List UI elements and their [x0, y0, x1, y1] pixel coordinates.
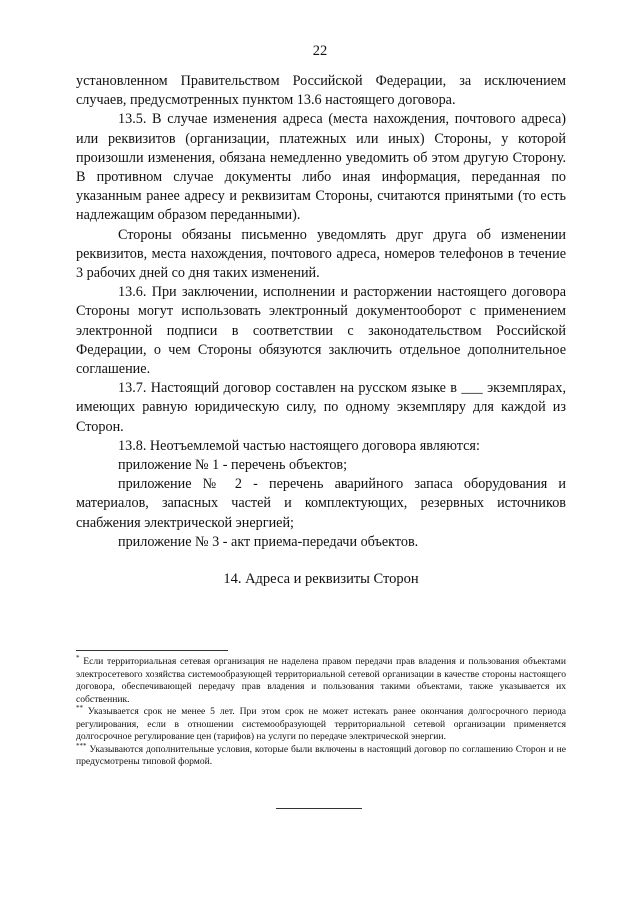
footnote	[76, 741, 566, 769]
footnote-separator	[76, 650, 228, 651]
footnote-mark: **	[76, 704, 83, 712]
page-number: 22	[312, 43, 328, 59]
paragraph-13-7: 13.7. Настоящий договор составлен на русском языке в ___ экземплярах, имеющих равную юридическую силу, по одному экземпляру для каждой из Сторон.	[76, 380, 566, 435]
appendix-1-item: приложение № 1 - перечень объектов;	[118, 457, 348, 474]
footnote-mark: *	[76, 654, 80, 662]
paragraph-13-6: 13.6. При заключении, исполнении и расторжении настоящего договора Стороны могут использовать электронный документооборот с применением электронной подписи в соответствии с законодательством Российской Федерации, о чем Стороны обязуются заключить отдельное дополнительное соглашение.	[76, 284, 566, 378]
section-heading: 14. Адреса и реквизиты Сторон	[223, 571, 419, 588]
bottom-divider	[276, 808, 362, 809]
footnotes	[76, 656, 566, 769]
appendix-3-item: приложение № 3 - акт приема-передачи объектов.	[118, 533, 419, 550]
appendix-2-item: приложение № 2 - перечень аварийного запаса оборудования и материалов, запасных частей и комплектующих, резервных источников снабжения электрической энергией;	[76, 476, 566, 531]
footnote	[76, 656, 566, 706]
footnote-text: Указывается срок не менее 5 лет. При этом срок не может истекать ранее окончания долгосрочного периода регулирования, если в отношении системообразующей территориальной сетевой организации применяется долгосрочное регулирование цен (тарифов) на услуги по передаче электрической энергии.	[76, 706, 566, 742]
footnote	[76, 706, 566, 744]
paragraph-13-5: 13.5. В случае изменения адреса (места нахождения, почтового адреса) или реквизитов (организации, платежных или иных) Стороны, у которой произошли изменения, обязана немедленно уведомить об этом другую Сторону. В противном случае документы либо иная информация, переданная по указанным ранее адресу и реквизитам Стороны, считаются принятыми (то есть надлежащим образом переданными).	[76, 111, 566, 224]
footnote-text: Указываются дополнительные условия, которые были включены в настоящий договор по соглашению Сторон и не предусмотрены типовой формой.	[76, 743, 566, 767]
footnote-mark: ***	[76, 741, 87, 750]
paragraph-continuation: установленном Правительством Российской Федерации, за исключением случаев, предусмотренных пунктом 13.6 настоящего договора.	[76, 73, 566, 109]
paragraph-notification: Стороны обязаны письменно уведомлять друг друга об изменении реквизитов, места нахождения, почтового адреса, номеров телефонов в течение 3 рабочих дней со дня таких изменений.	[76, 226, 566, 282]
paragraph-13-8: 13.8. Неотъемлемой частью настоящего договора являются:	[118, 437, 480, 454]
document-body	[76, 72, 566, 589]
footnote-text: Если территориальная сетевая организация не наделена правом передачи прав владения и пользования объектами электросетевого хозяйства системообразующей территориальной сетевой организации в качестве стороны настоящего договора, обеспечивающей передачу прав владения и пользования такими объектами, также указывается их собственник.	[76, 656, 566, 705]
